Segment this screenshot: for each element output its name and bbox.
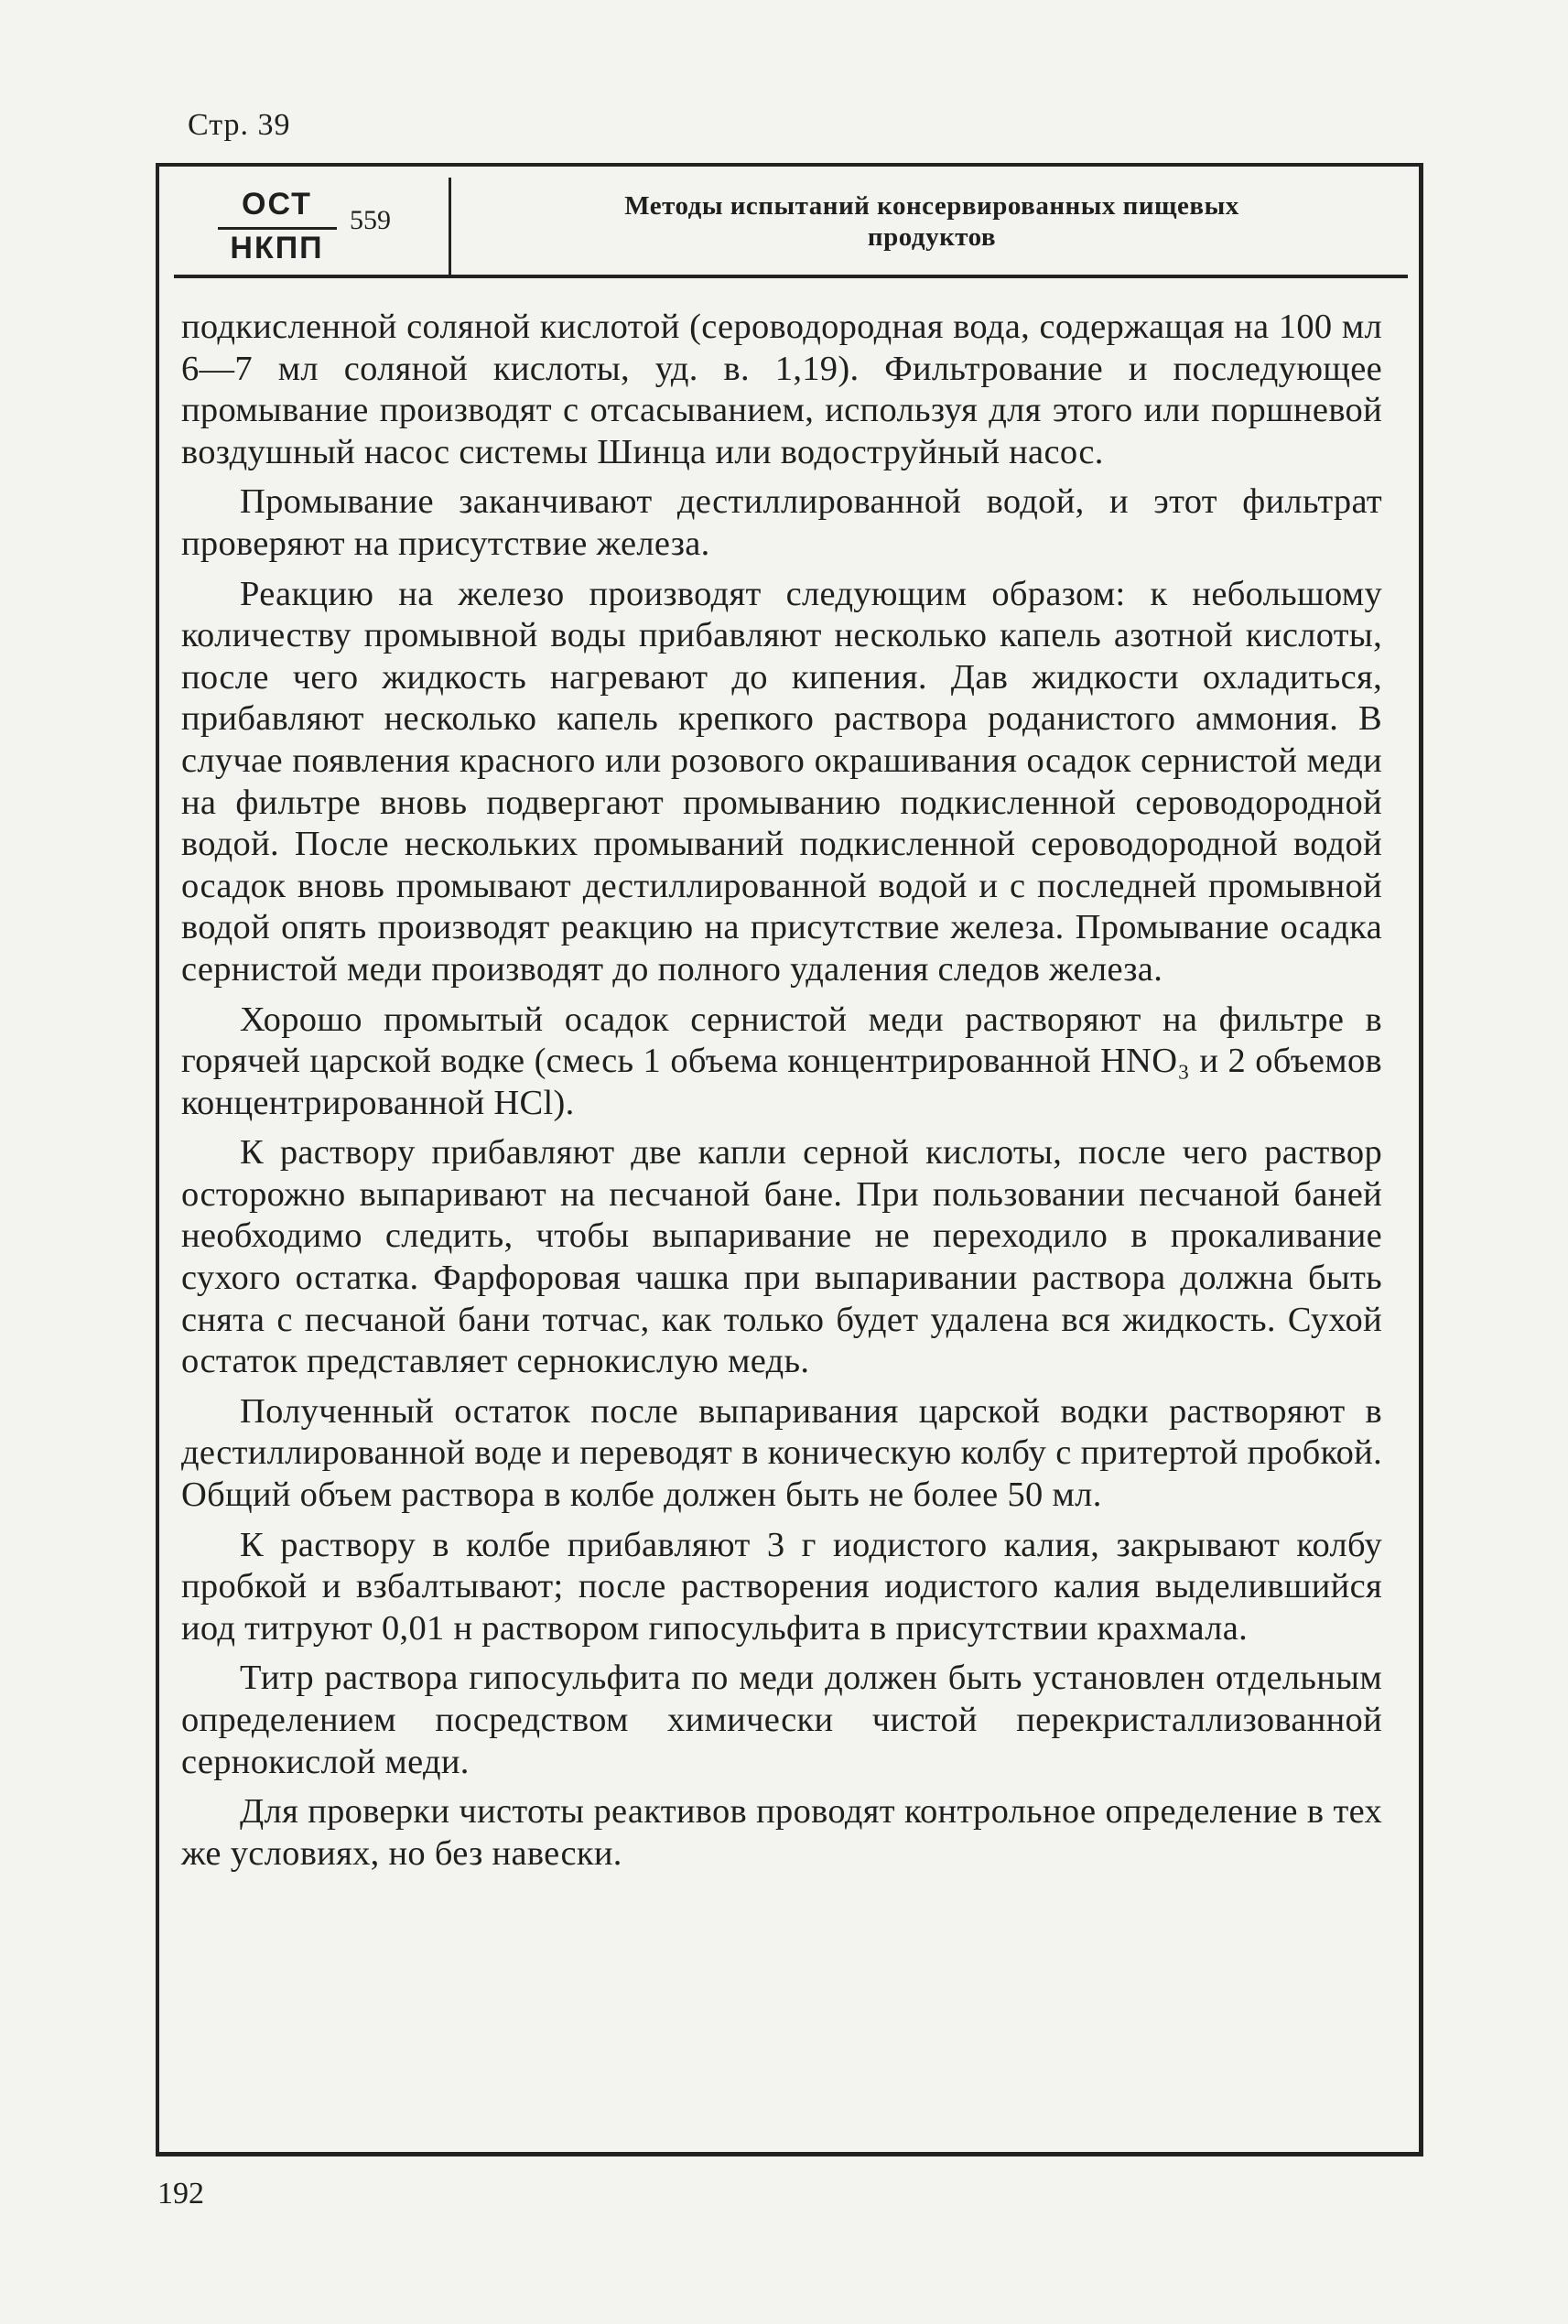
header-divider (449, 178, 451, 278)
frame-border-bottom (156, 2152, 1423, 2156)
fraction-bar (218, 227, 337, 230)
header-title-line1: Методы испытаний консервированных пищевых (624, 191, 1239, 221)
frame-border-left (156, 163, 159, 2156)
page-label: Стр. 39 (188, 108, 291, 142)
paragraph: Реакцию на железо производят следующим образом: к небольшому количеству промывной воды прибавляют несколько капель азотной кислоты, после чего жидкость нагревают до кипения. Дав жидкости охладиться, прибавляют несколько капель крепкого раствора роданистого аммония. В случае появления красного или розового окрашивания осадок сернистой меди на фильтре вновь подвергают промыванию подкисленной сероводородной водой. После нескольких промываний подкисленной сероводородной водой осадок вновь промывают дестиллированной водой и с последней промывной водой опять производят реакцию на присутствие железа. Промывание осадка сернистой меди производят до полного удаления следов железа. (181, 574, 1382, 989)
frame-border-right (1419, 163, 1423, 2156)
paragraph: Полученный остаток после выпаривания царской водки растворяют в дестиллированной воде и переводят в коническую колбу с притертой пробкой. Общий объем раствора в колбе должен быть не более 50 мл. (181, 1391, 1382, 1515)
paragraph: К раствору в колбе прибавляют 3 г иодистого калия, закрывают колбу пробкой и взбалтывают; после растворения иодистого калия выделившийся иод титруют 0,01 н раствором гипосульфита в присутствии крахмала. (181, 1525, 1382, 1648)
standard-top: ОСТ (242, 187, 312, 222)
page-number: 192 (157, 2177, 204, 2211)
header-rule (174, 275, 1408, 278)
standard-designation (211, 185, 412, 272)
paragraph: Хорошо промытый осадок сернистой меди растворяют на фильтре в горячей царской водке (смесь 1 объема концентрированной HNO₃ и 2 объемов концентрированной HCl). (181, 1000, 1382, 1122)
paragraph: Титр раствора гипосульфита по меди должен быть установлен отдельным определением посредством химически чистой перекристаллизованной сернокислой меди. (181, 1659, 1382, 1781)
paragraph: Для проверки чистоты реактивов проводят контрольное определение в тех же условиях, но без навески. (181, 1792, 1382, 1873)
header-title-line2: продуктов (867, 222, 997, 252)
standard-number: 559 (350, 205, 391, 235)
paragraph: К раствору прибавляют две капли серной кислоты, после чего раствор осторожно выпаривают на песчаной бане. При пользовании песчаной баней необходимо следить, чтобы выпаривание не переходило в прокаливание сухого остатка. Фарфоровая чашка при выпаривании раствора должна быть снята с песчаной бани тотчас, как только будет удалена вся жидкость. Сухой остаток представляет сернокислую медь. (181, 1133, 1382, 1381)
header-title (465, 190, 1399, 253)
paragraph: Промывание заканчивают дестиллированной водой, и этот фильтрат проверяют на присутствие железа. (181, 482, 1382, 563)
paragraph: подкисленной соляной кислотой (сероводородная вода, содержащая на 100 мл 6—7 мл соляной кислоты, уд. в. 1,19). Фильтрование и последующее промывание производят с отсасыванием, используя для этого или поршневой воздушный насос системы Шинца или водоструйный насос. (181, 308, 1382, 471)
standard-bottom: НКПП (230, 231, 324, 265)
document-header (174, 178, 1408, 278)
body-text (181, 307, 1382, 1883)
frame-border-top (156, 163, 1423, 167)
